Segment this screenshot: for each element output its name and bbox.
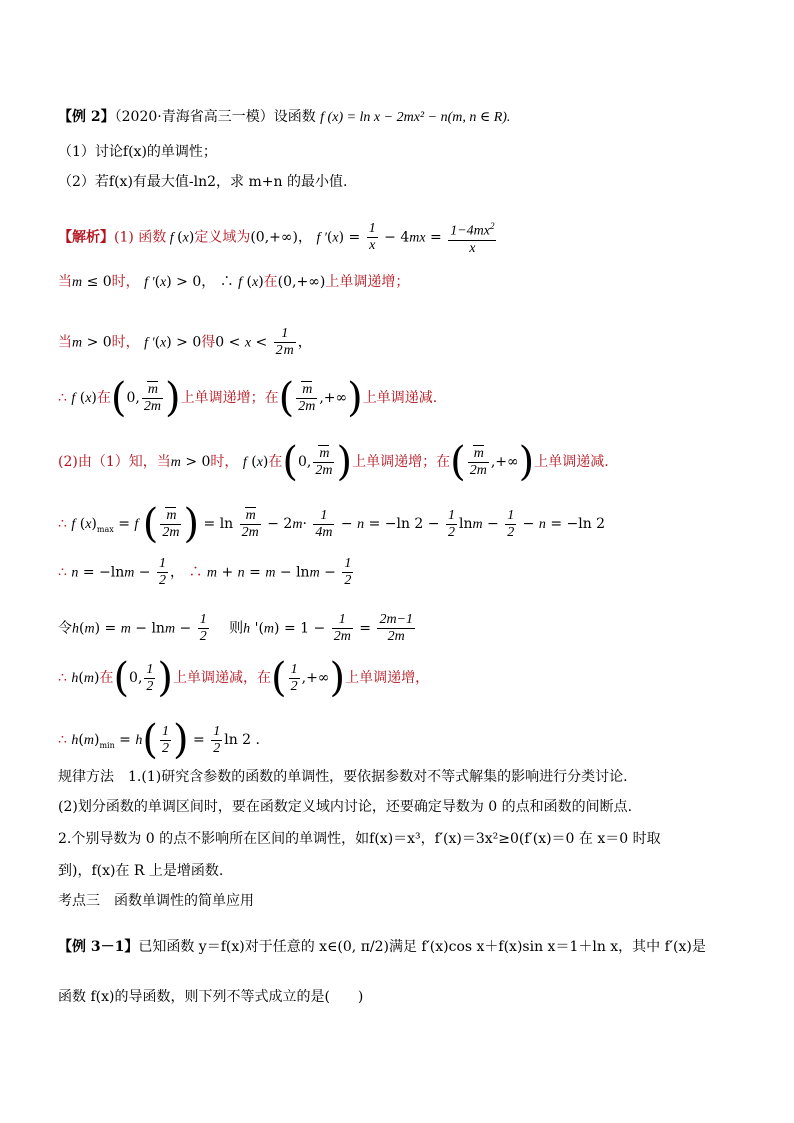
solution-line-5: (2)由（1）知，当m > 0时， f (x)在(0, $\frac{m}{2m}$ )上单调递增；在( $\frac{m}{2m}$ ,+∞)上单调递减. <box>58 439 609 485</box>
example2-function: f (x) = ln x − 2mx² − n(m, n ∈ R). <box>320 110 511 125</box>
method-line-4: 到)，f(x)在 R 上是增函数. <box>58 863 224 879</box>
solution-line-10: ∴ $h(m)_{min} = h$( $\frac{1}{2}$ ) = $\frac{1}{2}$ ln 2 . <box>58 717 260 763</box>
solution-line-2: 当m ≤ 0时， f ′(x) > 0， ∴ f (x)在(0,+∞)上单调递增； <box>58 274 410 290</box>
solution-line-6: ∴ f $(x)_{max} = f$ ( $\frac{m}{2m}$ ) = ln $\frac{m}{2m}$ − 2m· $\frac{1}{4m}$ − n = −ln 2 − $\frac{1}{2}$ lnm − $\frac{1}{2}$ − n = −ln 2 <box>58 501 606 547</box>
solution-line-4: ∴ f (x)在(0, $\frac{m}{2m}$ )上单调递增；在( $\frac{m}{2m}$ ,+∞)上单调递减. <box>58 375 438 421</box>
example3-text-1: 已知函数 y＝f(x)对于任意的 x∈(0, π/2)满足 f′(x)cos x＋f(x)sin x＝1＋ln x，其中 f′(x)是 <box>138 939 706 955</box>
example2-label: 【例 2】 <box>58 109 115 125</box>
example3-line-2: 函数 f(x)的导函数，则下列不等式成立的是( ) <box>58 989 364 1005</box>
method-line-3: 2.个别导数为 0 的点不影响所在区间的单调性，如f(x)＝x³，f′(x)＝3x²≥0(f′(x)＝0 在 x＝0 时取 <box>58 831 661 847</box>
example2-heading <box>58 107 510 128</box>
solution-line-8: 令h(m) = m − lnm − $\frac{1}{2}$ 则h '(m) = 1 − $\frac{1}{2m}$ = $\frac{2m-1}{2m}$ <box>58 612 414 644</box>
question-1: （1）讨论f(x)的单调性； <box>58 144 217 160</box>
example2-source: （2020·青海省高三一模）设函数 <box>114 109 316 125</box>
method-line-2: (2)划分函数的单调区间时，要在函数定义域内讨论，还要确定导数为 0 的点和函数的间断点. <box>58 799 633 815</box>
solution-line-3: 当m > 0时， f ′(x) > 0得0 < x < $\frac{1}{2m}$ ， <box>58 326 312 358</box>
example3-line-1 <box>58 937 706 957</box>
solution-line-9: ∴ h(m)在(0, $\frac{1}{2}$ )上单调递减，在( $\frac{1}{2}$ ,+∞)上单调递增， <box>58 655 430 701</box>
solution-label: 【解析】 <box>58 229 114 246</box>
solution-line-7: ∴ n = −lnm − $\frac{1}{2}$ ， ∴ m + n = m − lnm − $\frac{1}{2}$ <box>58 556 352 588</box>
method-line-1: 规律方法 1.(1)研究含参数的函数的单调性，要依据参数对不等式解集的影响进行分类讨论. <box>58 769 628 785</box>
example3-label: 【例 3－1】 <box>58 939 139 955</box>
question-2: （2）若f(x)有最大值-ln2，求 m+n 的最小值. <box>58 174 348 190</box>
solution-line-1: 【解析】(1) 函数 f (x)定义域为(0,+∞)， f ′(x) = $\frac{1}{x}$ − 4mx = $\frac{1-4mx^2}{x}$ <box>58 218 498 257</box>
section-heading: 考点三 函数单调性的简单应用 <box>58 893 254 909</box>
